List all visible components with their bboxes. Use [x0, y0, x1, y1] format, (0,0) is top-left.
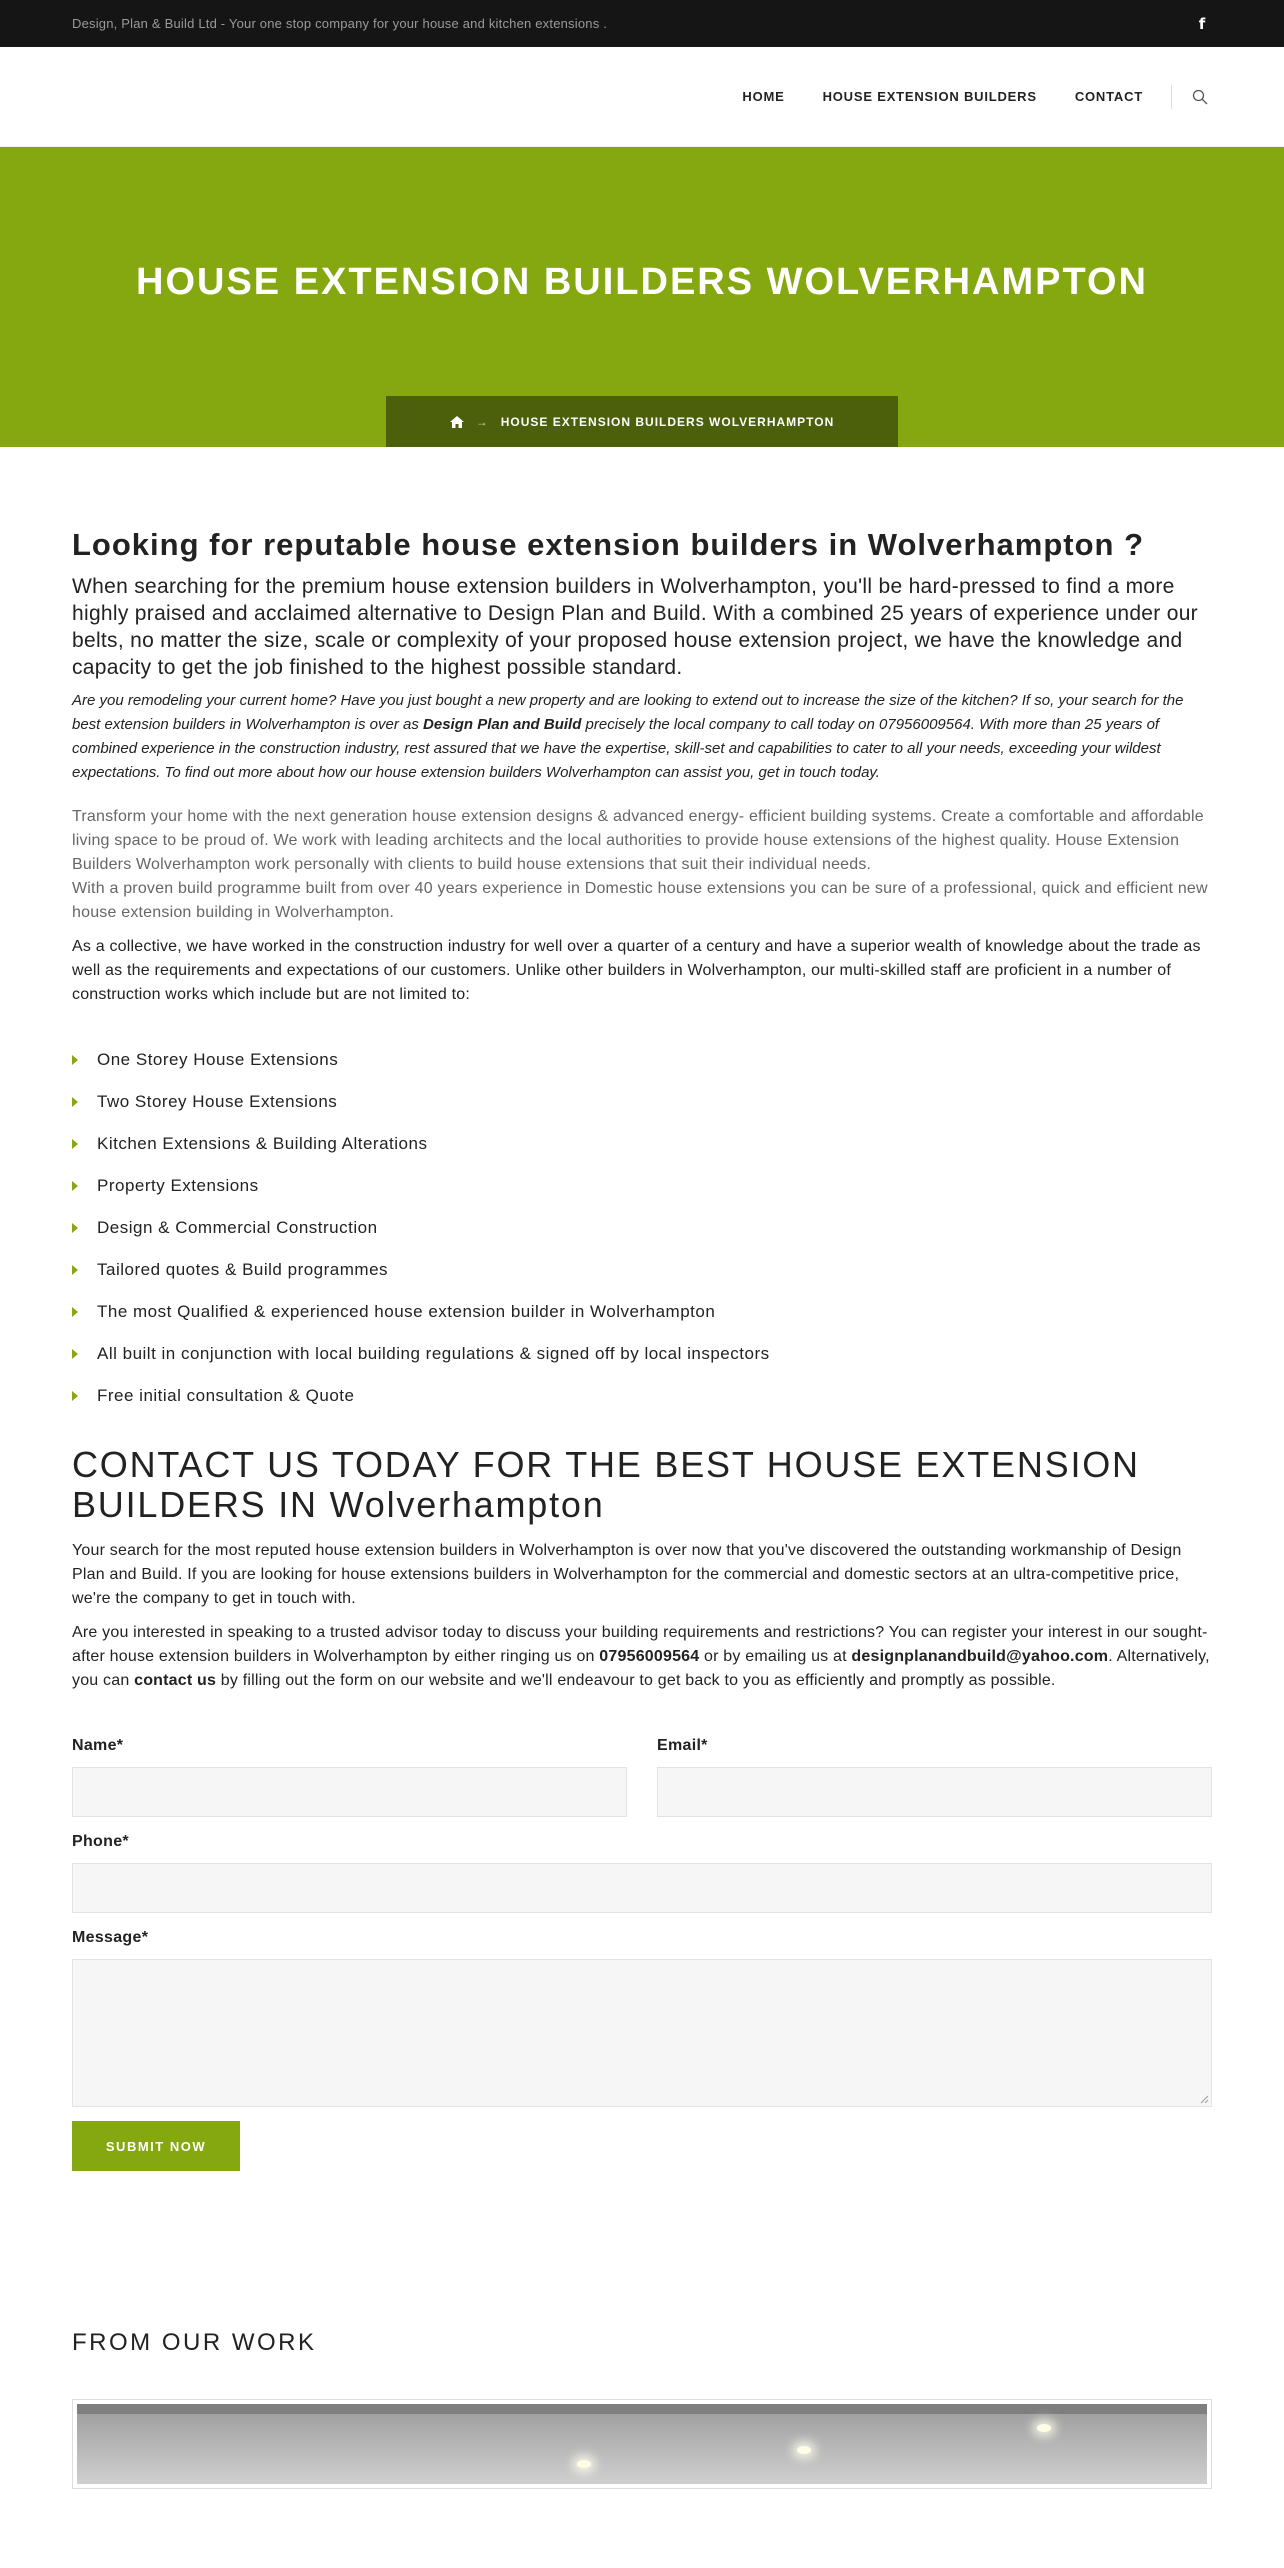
work-gallery	[72, 2399, 1212, 2489]
bullet-arrow-icon	[72, 1223, 78, 1233]
ceiling-light	[797, 2446, 811, 2454]
ceiling-beam	[77, 2404, 1207, 2414]
nav-item-contact[interactable]: CONTACT	[1074, 89, 1143, 104]
name-label: Name*	[72, 1737, 124, 1754]
list-item: All built in conjunction with local building regulations & signed off by local inspectors	[72, 1333, 1212, 1375]
list-item: One Storey House Extensions	[72, 1039, 1212, 1081]
list-item: Tailored quotes & Build programmes	[72, 1249, 1212, 1291]
bullet-arrow-icon	[72, 1391, 78, 1401]
company-name-bold: Design Plan and Build	[423, 716, 582, 733]
phone-label: Phone*	[72, 1833, 129, 1850]
email-label: Email*	[657, 1737, 708, 1754]
list-item: Property Extensions	[72, 1165, 1212, 1207]
list-item: Two Storey House Extensions	[72, 1081, 1212, 1123]
list-item: Design & Commercial Construction	[72, 1207, 1212, 1249]
breadcrumb-separator: →	[475, 414, 489, 429]
bullet-arrow-icon	[72, 1181, 78, 1191]
list-item: Kitchen Extensions & Building Alterations	[72, 1123, 1212, 1165]
facebook-icon[interactable]: f	[1198, 14, 1206, 33]
nav-item-house-extension-builders[interactable]: HOUSE EXTENSION BUILDERS	[822, 89, 1037, 104]
bullet-arrow-icon	[72, 1055, 78, 1065]
bullet-arrow-icon	[72, 1349, 78, 1359]
page-hero	[0, 147, 1284, 447]
resize-grip-icon[interactable]	[1199, 2094, 1209, 2104]
main-content	[0, 527, 1284, 2489]
nav-divider	[1171, 85, 1172, 109]
topbar-tagline: Design, Plan & Build Ltd - Your one stop company for your house and kitchen extensions .	[72, 16, 608, 31]
message-label: Message*	[72, 1929, 149, 1946]
contact-form	[72, 1737, 1212, 2171]
bullet-arrow-icon	[72, 1097, 78, 1107]
submit-button[interactable]: SUBMIT NOW	[72, 2121, 240, 2171]
breadcrumb	[386, 396, 898, 447]
breadcrumb-current: HOUSE EXTENSION BUILDERS WOLVERHAMPTON	[500, 414, 835, 429]
intro-italic-paragraph: Are you remodeling your current home? Have you just bought a new property and are looking to extend out to increase the size of the kitchen? If so, your search for the best extension builders in Wolverhampton is over as Design Plan and Build precisely the local company to call today on 07956009564. With more than 25 years of combined experience in the construction industry, rest assured that we have the expertise, skill-set and capabilities to cater to all your needs, exceeding your wildest expectations. To find out more about how our house extension builders Wolverhampton can assist you, get in touch today.	[72, 692, 1184, 781]
top-bar	[0, 0, 1284, 47]
nav-item-home[interactable]: HOME	[742, 89, 785, 104]
main-navigation	[0, 47, 1284, 147]
intro-grey-paragraph-1: Transform your home with the next generation house extension designs & advanced energy- efficient building systems. Create a comfortable and affordable living space to be proud of. We work with leading architects and the local authorities to provide house extensions of the highest quality. House Extension Builders Wolverhampton work personally with clients to build house extensions that suit their individual needs.	[72, 808, 1204, 873]
email-field[interactable]	[657, 1767, 1212, 1817]
list-item: Free initial consultation & Quote	[72, 1375, 1212, 1417]
contact-paragraph-2: Are you interested in speaking to a trusted advisor today to discuss your building requirements and restrictions? You can register your interest in our sought-after house extension builders in Wolverhampton by either ringing us on 07956009564 or by emailing us at designplanandbuild@yahoo.com. Alternatively, you can contact us by filling out the form on our website and we'll endeavour to get back to you as efficiently and promptly as possible.	[72, 1624, 1210, 1689]
ceiling-light	[577, 2460, 591, 2468]
intro-grey-paragraph-2: With a proven build programme built from over 40 years experience in Domestic house extensions you can be sure of a professional, quick and efficient new house extension building in Wolverhampton.	[72, 880, 1208, 921]
email-link[interactable]: designplanandbuild@yahoo.com	[851, 1648, 1109, 1665]
work-photo[interactable]	[77, 2404, 1207, 2484]
home-icon[interactable]	[450, 416, 464, 428]
name-field[interactable]	[72, 1767, 627, 1817]
bullet-arrow-icon	[72, 1307, 78, 1317]
phone-number[interactable]: 07956009564	[599, 1648, 700, 1665]
search-icon[interactable]	[1188, 85, 1212, 109]
intro-heading: Looking for reputable house extension builders in Wolverhampton ?	[72, 527, 1145, 562]
message-field[interactable]	[72, 1959, 1212, 2107]
from-our-work-heading: FROM OUR WORK	[72, 2329, 317, 2356]
bullet-arrow-icon	[72, 1265, 78, 1275]
contact-heading: CONTACT US TODAY FOR THE BEST HOUSE EXTENSION BUILDERS IN Wolverhampton	[72, 1444, 1140, 1525]
intro-lead: When searching for the premium house extension builders in Wolverhampton, you'll be hard-pressed to find a more highly praised and acclaimed alternative to Design Plan and Build. With a combined 25 years of experience under our belts, no matter the size, scale or complexity of your proposed house extension project, we have the knowledge and capacity to get the job finished to the highest possible standard.	[72, 575, 1198, 679]
ceiling-light	[1037, 2424, 1051, 2432]
bullet-arrow-icon	[72, 1139, 78, 1149]
list-item: The most Qualified & experienced house extension builder in Wolverhampton	[72, 1291, 1212, 1333]
intro-dark-paragraph: As a collective, we have worked in the construction industry for well over a quarter of a century and have a superior wealth of knowledge about the trade as well as the requirements and expectations of our customers. Unlike other builders in Wolverhampton, our multi-skilled staff are proficient in a number of construction works which include but are not limited to:	[72, 938, 1201, 1003]
contact-paragraph-1: Your search for the most reputed house extension builders in Wolverhampton is over now that you've discovered the outstanding workmanship of Design Plan and Build. If you are looking for house extensions builders in Wolverhampton for the commercial and domestic sectors at an ultra-competitive price, we're the company to get in touch with.	[72, 1542, 1182, 1607]
services-list	[72, 1039, 1212, 1417]
contact-us-link[interactable]: contact us	[134, 1672, 217, 1689]
page-title: HOUSE EXTENSION BUILDERS WOLVERHAMPTON	[136, 260, 1148, 303]
phone-field[interactable]	[72, 1863, 1212, 1913]
